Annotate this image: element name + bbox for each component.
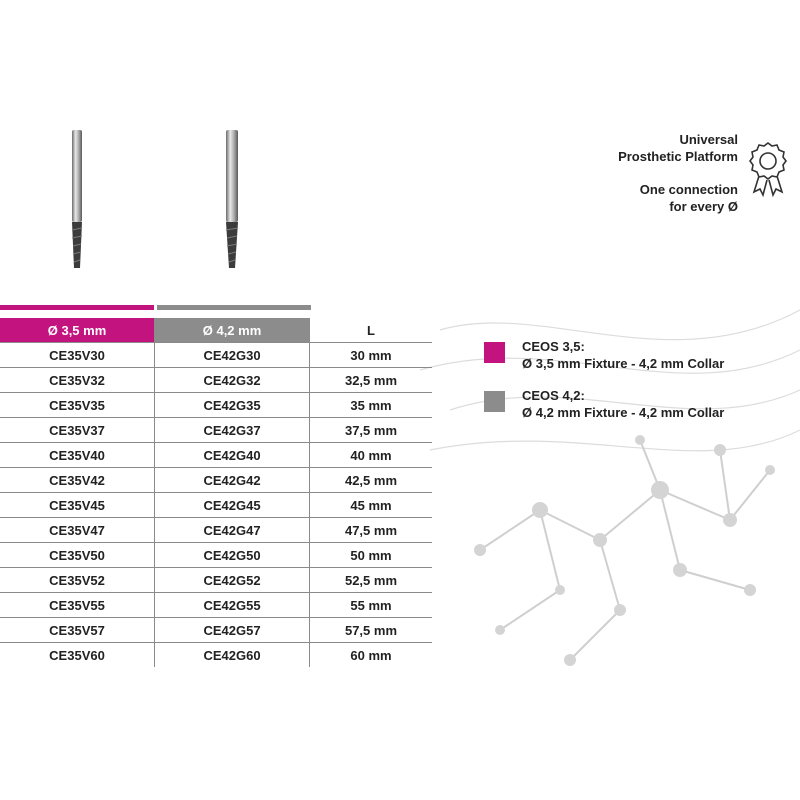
table-row bbox=[0, 393, 432, 418]
cell-length: 57,5 mm bbox=[310, 618, 433, 643]
legend-item-ceos-3-5 bbox=[484, 338, 724, 372]
cell-length: 52,5 mm bbox=[310, 568, 433, 593]
product-table bbox=[0, 318, 432, 667]
table-row bbox=[0, 443, 432, 468]
cell-length: 50 mm bbox=[310, 543, 433, 568]
cell-code-4-2: CE42G52 bbox=[155, 568, 310, 593]
cell-length: 42,5 mm bbox=[310, 468, 433, 493]
cell-code-3-5: CE35V52 bbox=[0, 568, 155, 593]
cell-code-3-5: CE35V30 bbox=[0, 343, 155, 368]
cell-length: 45 mm bbox=[310, 493, 433, 518]
implant-3-5-image bbox=[70, 130, 84, 272]
cell-code-4-2: CE42G50 bbox=[155, 543, 310, 568]
cell-code-3-5: CE35V37 bbox=[0, 418, 155, 443]
cell-length: 35 mm bbox=[310, 393, 433, 418]
table-row bbox=[0, 343, 432, 368]
implant-4-2-image bbox=[225, 130, 239, 272]
cell-code-3-5: CE35V55 bbox=[0, 593, 155, 618]
platform-badge bbox=[618, 131, 738, 215]
accent-bar-4-2 bbox=[157, 305, 311, 310]
table-row bbox=[0, 468, 432, 493]
cell-code-3-5: CE35V32 bbox=[0, 368, 155, 393]
table-row bbox=[0, 368, 432, 393]
cell-code-4-2: CE42G40 bbox=[155, 443, 310, 468]
badge-line: for every Ø bbox=[669, 199, 738, 214]
cell-code-4-2: CE42G37 bbox=[155, 418, 310, 443]
badge-line: One connection bbox=[639, 182, 738, 197]
cell-length: 40 mm bbox=[310, 443, 433, 468]
table-row bbox=[0, 568, 432, 593]
table-header-row bbox=[0, 318, 432, 343]
badge-line: Prosthetic Platform bbox=[618, 149, 738, 164]
cell-length: 30 mm bbox=[310, 343, 433, 368]
cell-code-4-2: CE42G55 bbox=[155, 593, 310, 618]
legend-desc: Ø 4,2 mm Fixture - 4,2 mm Collar bbox=[522, 405, 725, 420]
cell-code-3-5: CE35V35 bbox=[0, 393, 155, 418]
cell-code-3-5: CE35V50 bbox=[0, 543, 155, 568]
cell-code-4-2: CE42G32 bbox=[155, 368, 310, 393]
legend-swatch-gray bbox=[484, 391, 505, 412]
legend-title: CEOS 3,5: bbox=[522, 339, 585, 354]
legend-desc: Ø 3,5 mm Fixture - 4,2 mm Collar bbox=[522, 356, 725, 371]
cell-code-3-5: CE35V40 bbox=[0, 443, 155, 468]
table-row bbox=[0, 643, 432, 668]
table-row bbox=[0, 493, 432, 518]
badge-line: Universal bbox=[679, 132, 738, 147]
cell-code-3-5: CE35V60 bbox=[49, 647, 105, 663]
cell-length: 37,5 mm bbox=[310, 418, 433, 443]
table-row bbox=[0, 418, 432, 443]
table-row bbox=[0, 593, 432, 618]
cell-code-3-5: CE35V42 bbox=[0, 468, 155, 493]
cell-code-4-2: CE42G42 bbox=[155, 468, 310, 493]
cell-code-3-5: CE35V45 bbox=[0, 493, 155, 518]
cell-length: 55 mm bbox=[310, 593, 433, 618]
header-length: L bbox=[310, 318, 433, 343]
award-ribbon-icon bbox=[746, 140, 790, 198]
cell-code-3-5: CE35V57 bbox=[0, 618, 155, 643]
legend-title: CEOS 4,2: bbox=[522, 388, 585, 403]
cell-code-4-2: CE42G57 bbox=[155, 618, 310, 643]
cell-length: 47,5 mm bbox=[310, 518, 433, 543]
cell-code-4-2: CE42G47 bbox=[155, 518, 310, 543]
accent-bar-3-5 bbox=[0, 305, 154, 310]
legend-swatch-magenta bbox=[484, 342, 505, 363]
cell-length: 60 mm bbox=[350, 647, 392, 663]
cell-code-4-2: CE42G60 bbox=[155, 643, 310, 668]
cell-code-4-2: CE42G45 bbox=[155, 493, 310, 518]
table-row bbox=[0, 518, 432, 543]
cell-code-3-5: CE35V47 bbox=[0, 518, 155, 543]
header-diameter-3-5: Ø 3,5 mm bbox=[0, 318, 155, 343]
cell-code-4-2: CE42G30 bbox=[155, 343, 310, 368]
legend-item-ceos-4-2 bbox=[484, 387, 724, 421]
header-diameter-4-2: Ø 4,2 mm bbox=[155, 318, 310, 343]
cell-length: 32,5 mm bbox=[310, 368, 433, 393]
cell-code-4-2: CE42G35 bbox=[155, 393, 310, 418]
table-row bbox=[0, 618, 432, 643]
table-row bbox=[0, 543, 432, 568]
